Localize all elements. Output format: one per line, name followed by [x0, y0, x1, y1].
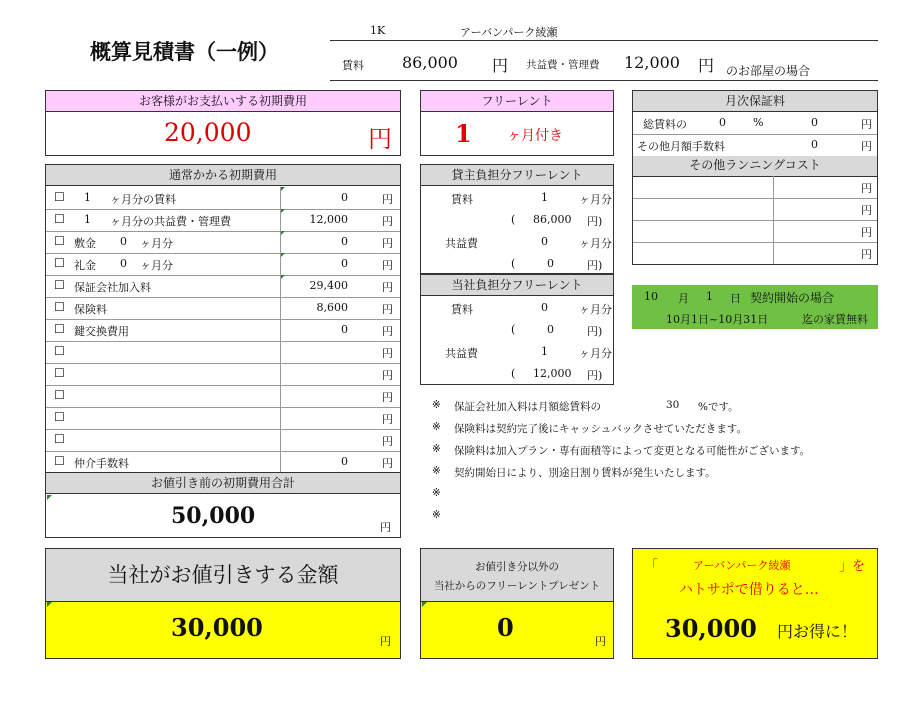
- free-rent-header: フリーレント: [421, 91, 613, 112]
- landlord-rent-months: 1: [541, 191, 548, 204]
- paren-close: 円): [587, 215, 603, 228]
- note-mark: ※: [432, 399, 441, 411]
- landlord-fee-months: 0: [541, 235, 548, 248]
- table-row: [46, 209, 400, 232]
- landlord-free-header: 貸主負担分フリーレント: [421, 165, 613, 186]
- other-free-amount: 0: [497, 613, 514, 642]
- note-text: 保険料は加入プラン・専有面積等によって変更となる可能性がございます。: [454, 445, 811, 457]
- rent-yen: 円: [492, 56, 509, 75]
- table-row: [46, 451, 400, 473]
- checkbox[interactable]: ☐: [54, 278, 65, 292]
- table-row: [46, 231, 400, 254]
- fee-label: 共益費・管理費: [526, 59, 600, 71]
- customer-initial-unit: 円: [368, 125, 392, 153]
- note-text: 契約開始日により、別途日割り賃料が発生いたします。: [454, 467, 716, 479]
- cost-unit: 円: [382, 215, 393, 228]
- table-row: [46, 385, 400, 408]
- free-rent-box: [420, 90, 614, 156]
- landlord-months-unit: ヶ月分: [579, 237, 612, 250]
- cost-label: ヶ月分: [140, 237, 173, 250]
- property-suffix: のお部屋の場合: [726, 64, 811, 78]
- landlord-months-unit: ヶ月分: [579, 193, 612, 206]
- cost-label: ヶ月分の賃料: [110, 193, 176, 206]
- paren-open: (: [511, 213, 516, 226]
- cost-unit: 円: [382, 259, 393, 272]
- table-row: [46, 253, 400, 276]
- contract-start-box: [632, 285, 878, 329]
- saving-unit: 円お得に！: [777, 622, 858, 641]
- monthly-guarantee-header: 月次保証料: [633, 91, 877, 112]
- cost-label: ヶ月分: [140, 259, 173, 272]
- checkbox[interactable]: ☐: [54, 234, 65, 248]
- landlord-fee-label: 共益費: [445, 237, 478, 250]
- contract-day-unit: 日: [730, 292, 741, 305]
- cost-value: 0: [341, 455, 348, 468]
- fee-value: 12,000: [624, 53, 680, 72]
- company-free-box: [420, 274, 614, 385]
- note-mark: ※: [432, 509, 441, 521]
- discount-box: [45, 548, 401, 659]
- checkbox[interactable]: ☐: [54, 454, 65, 468]
- contract-label: 契約開始の場合: [750, 291, 835, 305]
- company-fee-amount: 12,000: [533, 367, 572, 380]
- company-rent-amount: 0: [547, 323, 554, 336]
- contract-day: 1: [706, 290, 713, 303]
- property-name: アーバンパーク綾瀬: [460, 26, 558, 39]
- fee-yen: 円: [698, 56, 715, 75]
- note-pct: 30: [666, 399, 680, 411]
- company-months-unit: ヶ月分: [579, 303, 612, 316]
- cost-value: 8,600: [316, 301, 348, 314]
- checkbox[interactable]: ☐: [54, 366, 65, 380]
- note-text: 保険料は契約完了後にキャッシュバックさせていただきます。: [454, 423, 747, 435]
- note-mark: ※: [432, 443, 441, 455]
- cost-unit: 円: [382, 193, 393, 206]
- guarantee-total-pct-value: 0: [719, 116, 726, 129]
- saving-amount: 30,000: [665, 614, 757, 643]
- checkbox[interactable]: ☐: [54, 432, 65, 446]
- checkbox[interactable]: ☐: [54, 190, 65, 204]
- cost-unit: 円: [382, 325, 393, 338]
- cost-prefix: 敷金: [74, 237, 96, 250]
- saving-open: 「: [645, 559, 659, 574]
- running-cost-unit: 円: [861, 226, 872, 239]
- table-row: [46, 187, 400, 210]
- table-row: [46, 297, 400, 320]
- company-months-unit: ヶ月分: [579, 347, 612, 360]
- property-info: [330, 20, 878, 82]
- cost-unit: 円: [382, 413, 393, 426]
- cost-unit: 円: [382, 281, 393, 294]
- checkbox[interactable]: ☐: [54, 322, 65, 336]
- guarantee-total-label: 総賃料の: [643, 118, 687, 131]
- discount-unit: 円: [380, 635, 391, 648]
- cost-label: ヶ月分の共益費・管理費: [110, 215, 231, 228]
- rent-value: 86,000: [402, 53, 458, 72]
- running-cost-unit: 円: [861, 182, 872, 195]
- checkbox[interactable]: ☐: [54, 212, 65, 226]
- paren-open: (: [511, 257, 516, 270]
- landlord-rent-amount: 86,000: [533, 213, 572, 226]
- note-mark: ※: [432, 465, 441, 477]
- other-free-unit: 円: [595, 635, 606, 648]
- paren-open: (: [511, 367, 516, 380]
- discount-header: 当社がお値引きする金額: [46, 549, 400, 602]
- running-cost-header: その他ランニングコスト: [633, 156, 877, 177]
- cost-value: 0: [341, 323, 348, 336]
- note-mark: ※: [432, 421, 441, 433]
- initial-total-box: [45, 472, 401, 538]
- cost-label: 保険料: [74, 303, 107, 316]
- saving-property: アーバンパーク綾瀬: [693, 559, 791, 572]
- discount-amount: 30,000: [171, 613, 263, 642]
- guarantee-total-value: 0: [811, 116, 818, 129]
- cost-value: 0: [341, 235, 348, 248]
- checkbox[interactable]: ☐: [54, 300, 65, 314]
- cost-value: 12,000: [309, 213, 348, 226]
- monthly-guarantee-box: [632, 90, 878, 265]
- free-rent-months: 1: [455, 119, 472, 148]
- cost-unit: 円: [382, 391, 393, 404]
- table-row: [46, 341, 400, 364]
- free-rent-unit: ヶ月付き: [507, 128, 563, 144]
- initial-total-amount: 50,000: [171, 503, 256, 529]
- paren-open: (: [511, 323, 516, 336]
- contract-free: 迄の家賃無料: [802, 313, 868, 326]
- checkbox[interactable]: ☐: [54, 388, 65, 402]
- guarantee-other-value: 0: [811, 138, 818, 151]
- cost-label: 鍵交換費用: [74, 325, 129, 338]
- other-free-header-1: お値引き分以外の: [475, 561, 559, 573]
- rent-label: 賃料: [342, 59, 364, 72]
- contract-month-unit: 月: [678, 292, 689, 305]
- cost-unit: 円: [382, 347, 393, 360]
- page-title: 概算見積書（一例）: [90, 39, 279, 64]
- cost-value: 0: [341, 191, 348, 204]
- customer-initial-amount: 20,000: [164, 118, 252, 147]
- company-rent-label: 賃料: [451, 303, 473, 316]
- table-row: [46, 363, 400, 386]
- room-type: 1K: [370, 24, 386, 37]
- cost-months: 1: [84, 191, 91, 204]
- note-mark: ※: [432, 487, 441, 499]
- company-rent-months: 0: [541, 301, 548, 314]
- company-fee-label: 共益費: [445, 347, 478, 360]
- initial-costs-box: [45, 164, 401, 473]
- running-cost-unit: 円: [861, 204, 872, 217]
- cost-months: 0: [120, 257, 127, 270]
- table-row: [46, 407, 400, 430]
- cost-unit: 円: [382, 369, 393, 382]
- checkbox[interactable]: ☐: [54, 344, 65, 358]
- customer-initial-header: お客様がお支払いする初期費用: [46, 91, 400, 112]
- note-text: 保証会社加入料は月額総賃料の: [454, 401, 601, 413]
- guarantee-other-unit: 円: [861, 140, 872, 153]
- contract-month: 10: [644, 290, 658, 303]
- cost-prefix: 礼金: [74, 259, 96, 272]
- checkbox[interactable]: ☐: [54, 410, 65, 424]
- initial-costs-header: 通常かかる初期費用: [46, 165, 400, 186]
- cost-months: 1: [84, 213, 91, 226]
- initial-total-unit: 円: [380, 521, 391, 534]
- landlord-fee-amount: 0: [547, 257, 554, 270]
- company-fee-months: 1: [541, 345, 548, 358]
- checkbox[interactable]: ☐: [54, 256, 65, 270]
- paren-close: 円): [587, 259, 603, 272]
- cost-label: 仲介手数料: [74, 457, 129, 470]
- table-row: [46, 319, 400, 342]
- landlord-rent-label: 賃料: [451, 193, 473, 206]
- other-free-box: [420, 548, 614, 659]
- note-pct-text: %です。: [698, 401, 739, 413]
- cost-unit: 円: [382, 303, 393, 316]
- table-row: [46, 275, 400, 298]
- cost-value: 0: [341, 257, 348, 270]
- saving-line2: ハトサポで借りると…: [679, 582, 819, 598]
- cost-value: 29,400: [309, 279, 348, 292]
- running-cost-unit: 円: [861, 248, 872, 261]
- saving-close: 」を: [839, 559, 866, 574]
- guarantee-pct-sign: %: [753, 116, 764, 129]
- cost-unit: 円: [382, 237, 393, 250]
- company-free-header: 当社負担分フリーレント: [421, 275, 613, 296]
- cost-unit: 円: [382, 435, 393, 448]
- saving-box: [632, 548, 878, 659]
- contract-range: 10月1日~10月31日: [666, 313, 769, 326]
- table-row: [46, 429, 400, 452]
- guarantee-total-unit: 円: [861, 118, 872, 131]
- initial-total-header: お値引き前の初期費用合計: [46, 473, 400, 494]
- other-free-header-2: 当社からのフリーレントプレゼント: [433, 580, 601, 592]
- cost-unit: 円: [382, 457, 393, 470]
- customer-initial-box: [45, 90, 401, 156]
- cost-label: 保証会社加入料: [74, 281, 151, 294]
- paren-close: 円): [587, 325, 603, 338]
- cost-months: 0: [120, 235, 127, 248]
- paren-close: 円): [587, 369, 603, 382]
- landlord-free-box: [420, 164, 614, 274]
- guarantee-other-label: その他月額手数料: [637, 140, 725, 153]
